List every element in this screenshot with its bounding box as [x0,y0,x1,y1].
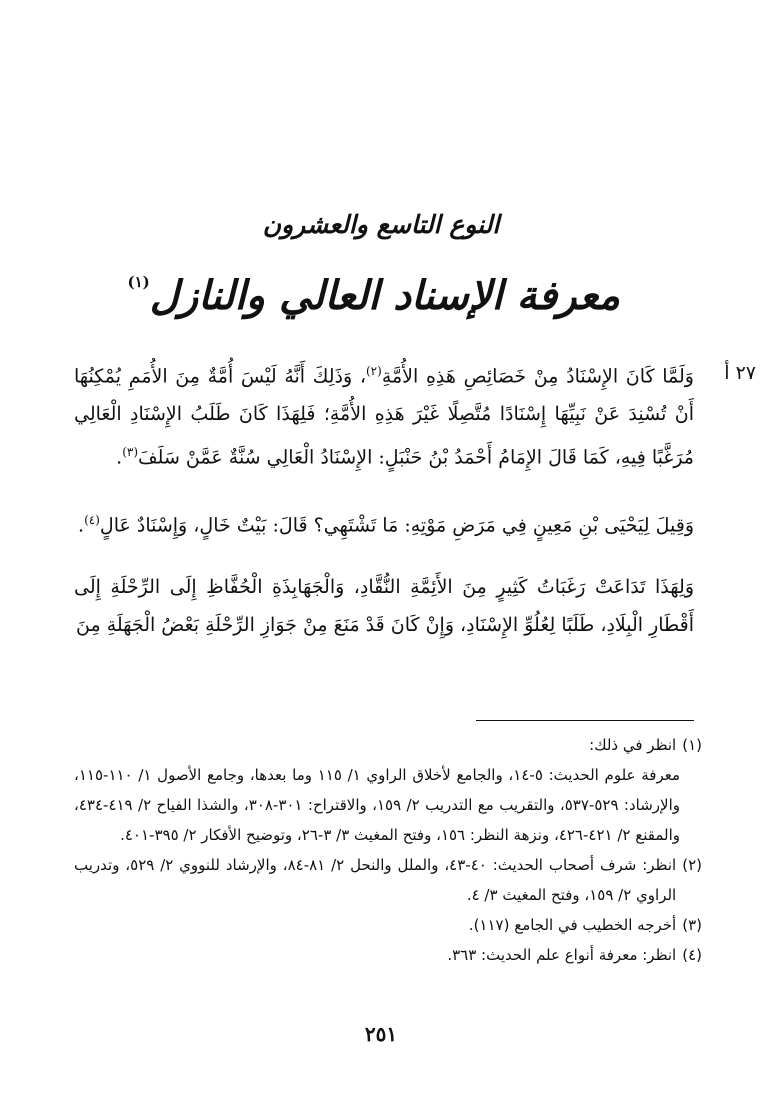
footnote-mark-4: (٤) [84,512,100,527]
footnote-divider [476,720,694,721]
main-text [74,352,694,644]
footnote-1-number: (١) [682,736,702,754]
paragraph-1-part-b: ، وَذَلِكَ أَنَّهُ لَيْسَ أُمَّةٌ مِنَ الأُمَمِ يُمْكِنُهَا أَنْ تُسْنِدَ عَنْ نَبِيِّهَا إِسْنَادًا مُتَّصِلًا غَيْرَ هَذِهِ الأُمَّةِ؛ فَلِهَذَا كَانَ طَلَبُ الإِسْنَادِ الْعَالِي مُرَغَّبًا فِيهِ، كَمَا قَالَ الإِمَامُ أَحْمَدُ بْنُ حَنْبَلٍ: الإِسْنَادُ الْعَالِي سُنَّةٌ عَمَّنْ سَلَفَ [74,365,694,469]
footnote-2-number: (٢) [682,856,702,874]
chapter-label: النوع التاسع والعشرون [262,210,500,239]
footnote-4-number: (٤) [682,946,702,964]
footnote-1 [74,730,702,760]
footnote-3 [74,910,702,940]
page-number: ٢٥١ [364,1022,398,1046]
paragraph-2-end: . [78,513,85,536]
footnotes [74,730,702,970]
footnote-4 [74,940,702,970]
paragraph-1 [74,352,694,477]
footnote-mark-3: (٣) [122,445,139,460]
footnote-1-intro: انظر في ذلك: [589,736,677,754]
footnote-2 [74,850,702,910]
paragraph-2 [74,501,694,544]
paragraph-1-part-a: وَلَمَّا كَانَ الإِسْنَادُ مِنْ خَصَائِصِ هَذِهِ الأُمَّةِ [381,365,694,388]
footnote-2-text: انظر: شرف أصحاب الحديث: ٤٠-٤٣، والملل والنحل ٢/ ٨١-٨٤، والإرشاد للنووي ٢/ ٥٢٩، وتدريب الراوي ٢/ ١٥٩، وفتح المغيث ٣/ ٤. [74,856,677,904]
footnote-1-body: معرفة علوم الحديث: ٥-١٤، والجامع لأخلاق الراوي ١/ ١١٥ وما بعدها، وجامع الأصول ١/ ١١٠-١١٥، والإرشاد: ٥٢٩-٥٣٧، والتقريب مع التدريب ٢/ ١٥٩، والاقتراح: ٣٠١-٣٠٨، والشذا الفياح ٢/ ٤١٩-٤٣٤، والمقنع ٢/ ٤٢١-٤٢٦، ونزهة النظر: ١٥٦، وفتح المغيث ٣/ ٣-٢٦، وتوضيح الأفكار ٢/ ٣٩٥-٤٠١. [74,766,680,844]
chapter-title-text: معرفة الإسناد العالي والنازل [149,272,620,319]
paragraph-2-part-a: وَقِيلَ لِيَحْيَى بْنِ مَعِينٍ فِي مَرَضِ مَوْتِهِ: مَا تَشْتَهِي؟ قَالَ: بَيْتٌ خَالٍ، وَإِسْنَادٌ عَالٍ [99,513,694,536]
chapter-title [127,272,620,319]
paragraph-1-end: . [116,446,123,469]
paragraph-3: وَلِهَذَا تَدَاعَتْ رَغَبَاتُ كَثِيرٍ مِنَ الأَئِمَّةِ النُّقَّادِ، وَالْجَهَابِذَةِ الْحُفَّاظِ إِلَى الرِّحْلَةِ إِلَى أَقْطَارِ الْبِلَادِ، طَلَبًا لِعُلُوِّ الإِسْنَادِ، وَإِنْ كَانَ قَدْ مَنَعَ مِنْ جَوَازِ الرِّحْلَةِ بَعْضُ الْجَهَلَةِ مِنَ [74,575,694,636]
footnote-mark-2: (٢) [365,364,382,378]
manuscript-folio-ref: ٢٧ أ [724,362,756,384]
footnote-3-text: أخرجه الخطيب في الجامع (١١٧). [468,916,677,934]
chapter-title-footnote-mark: (١) [127,273,150,291]
footnote-3-number: (٣) [682,916,702,934]
footnote-4-text: انظر: معرفة أنواع علم الحديث: ٣٦٣. [447,946,677,964]
